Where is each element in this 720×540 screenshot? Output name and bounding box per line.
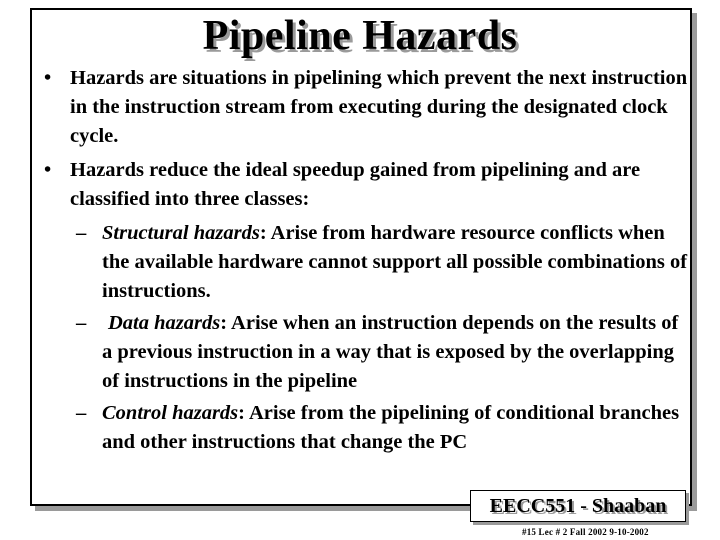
sub-text: : Arise when an instruction depends on the results of a previous instruction in a way that is exposed by the overlapping of instructions in the pipeline xyxy=(102,312,679,392)
sub-item-control xyxy=(44,399,690,457)
bullet-item xyxy=(44,64,690,151)
sub-term: Structural hazards xyxy=(102,222,260,244)
sub-text: : Arise from hardware resource conflicts when the available hardware cannot support all possible combinations of instructions. xyxy=(102,222,688,302)
sub-item-data xyxy=(44,309,690,396)
sub-marker: – xyxy=(76,402,87,424)
bullet-text: Hazards are situations in pipelining which prevent the next instruction in the instruction stream from executing during the designated clock cycle. xyxy=(70,67,688,147)
sub-marker: – xyxy=(76,312,87,334)
bullet-marker: • xyxy=(44,159,52,181)
slide-title: Pipeline Hazards xyxy=(202,13,518,59)
bullet-text: Hazards reduce the ideal speedup gained from pipelining and are classified into three classes: xyxy=(70,159,641,210)
sub-term: Control hazards xyxy=(102,402,239,424)
sub-term: Data hazards xyxy=(108,312,221,334)
course-footer-label: EECC551 - Shaaban xyxy=(470,490,686,522)
sub-marker: – xyxy=(76,222,87,244)
bullet-marker: • xyxy=(44,67,52,89)
bullet-item xyxy=(44,156,690,214)
slide-content xyxy=(44,64,690,460)
sub-item-structural xyxy=(44,219,690,306)
lecture-footer-note: #15 Lec # 2 Fall 2002 9-10-2002 xyxy=(522,527,649,537)
sub-text: : Arise from the pipelining of conditional branches and other instructions that change the PC xyxy=(102,402,680,453)
